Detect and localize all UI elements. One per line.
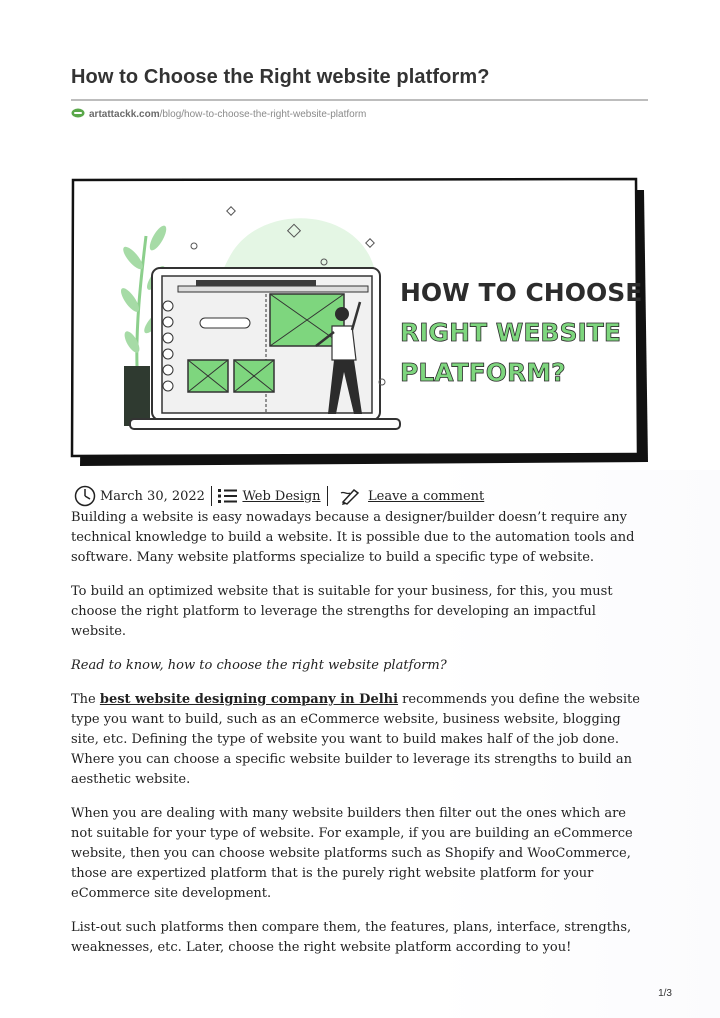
hero-line-2: RIGHT WEBSITE (400, 318, 621, 347)
source-domain[interactable]: artattackk.com (89, 109, 160, 120)
page-number: 1/3 (658, 988, 672, 999)
source-url[interactable] (71, 108, 366, 121)
pencil-icon (340, 487, 360, 505)
paragraph: Building a website is easy nowadays because a designer/builder doesn’t require any technical knowledge to build a website. It is possible due to the automation tools and software. Many website platforms specialize to build a specific type of website. (71, 510, 635, 565)
clock-icon (74, 485, 96, 507)
title-divider (71, 99, 648, 101)
paragraph: List-out such platforms then compare them, the features, plans, interface, strengths, weaknesses, etc. Later, choose the right website platform according to you! (71, 920, 632, 955)
hero-line-3: PLATFORM? (400, 358, 566, 387)
company-link[interactable]: best website designing company in Delhi (99, 692, 399, 707)
link-icon (71, 108, 85, 121)
hero-line-1: HOW TO CHOOSE (400, 278, 643, 307)
meta-separator (211, 486, 213, 506)
source-path[interactable]: /blog/how-to-choose-the-right-website-platform (159, 109, 367, 120)
hero-image (70, 176, 650, 470)
comment-link[interactable]: Leave a comment (368, 488, 485, 504)
paragraph (71, 690, 651, 790)
post-meta (74, 486, 484, 506)
paragraph: When you are dealing with many website builders then filter out the ones which are not suitable for your type of website. For example, if you are building an eCommerce website, then you can choose website platforms such as Shopify and WooCommerce, those are expertized platform that is the purely right website platform for your eCommerce site development. (71, 806, 633, 901)
post-date: March 30, 2022 (100, 488, 205, 504)
paragraph: To build an optimized website that is suitable for your business, for this, you must choose the right platform to leverage the strengths for developing an impactful website. (71, 584, 613, 639)
meta-separator (327, 486, 329, 506)
paragraph: Read to know, how to choose the right website platform? (71, 658, 447, 673)
article-body (71, 508, 651, 972)
text-span: The (71, 692, 100, 707)
text-span: recommends you define the website type you want to build, such as an eCommerce website, business website, blogging site, etc. Defining the type of website you want to build makes half of the job done. Where you can choose a specific website builder to leverage its strengths to build an aesthetic website. (71, 692, 640, 787)
list-icon (218, 489, 238, 503)
category-link[interactable]: Web Design (242, 488, 321, 504)
page-title: How to Choose the Right website platform? (71, 66, 490, 88)
